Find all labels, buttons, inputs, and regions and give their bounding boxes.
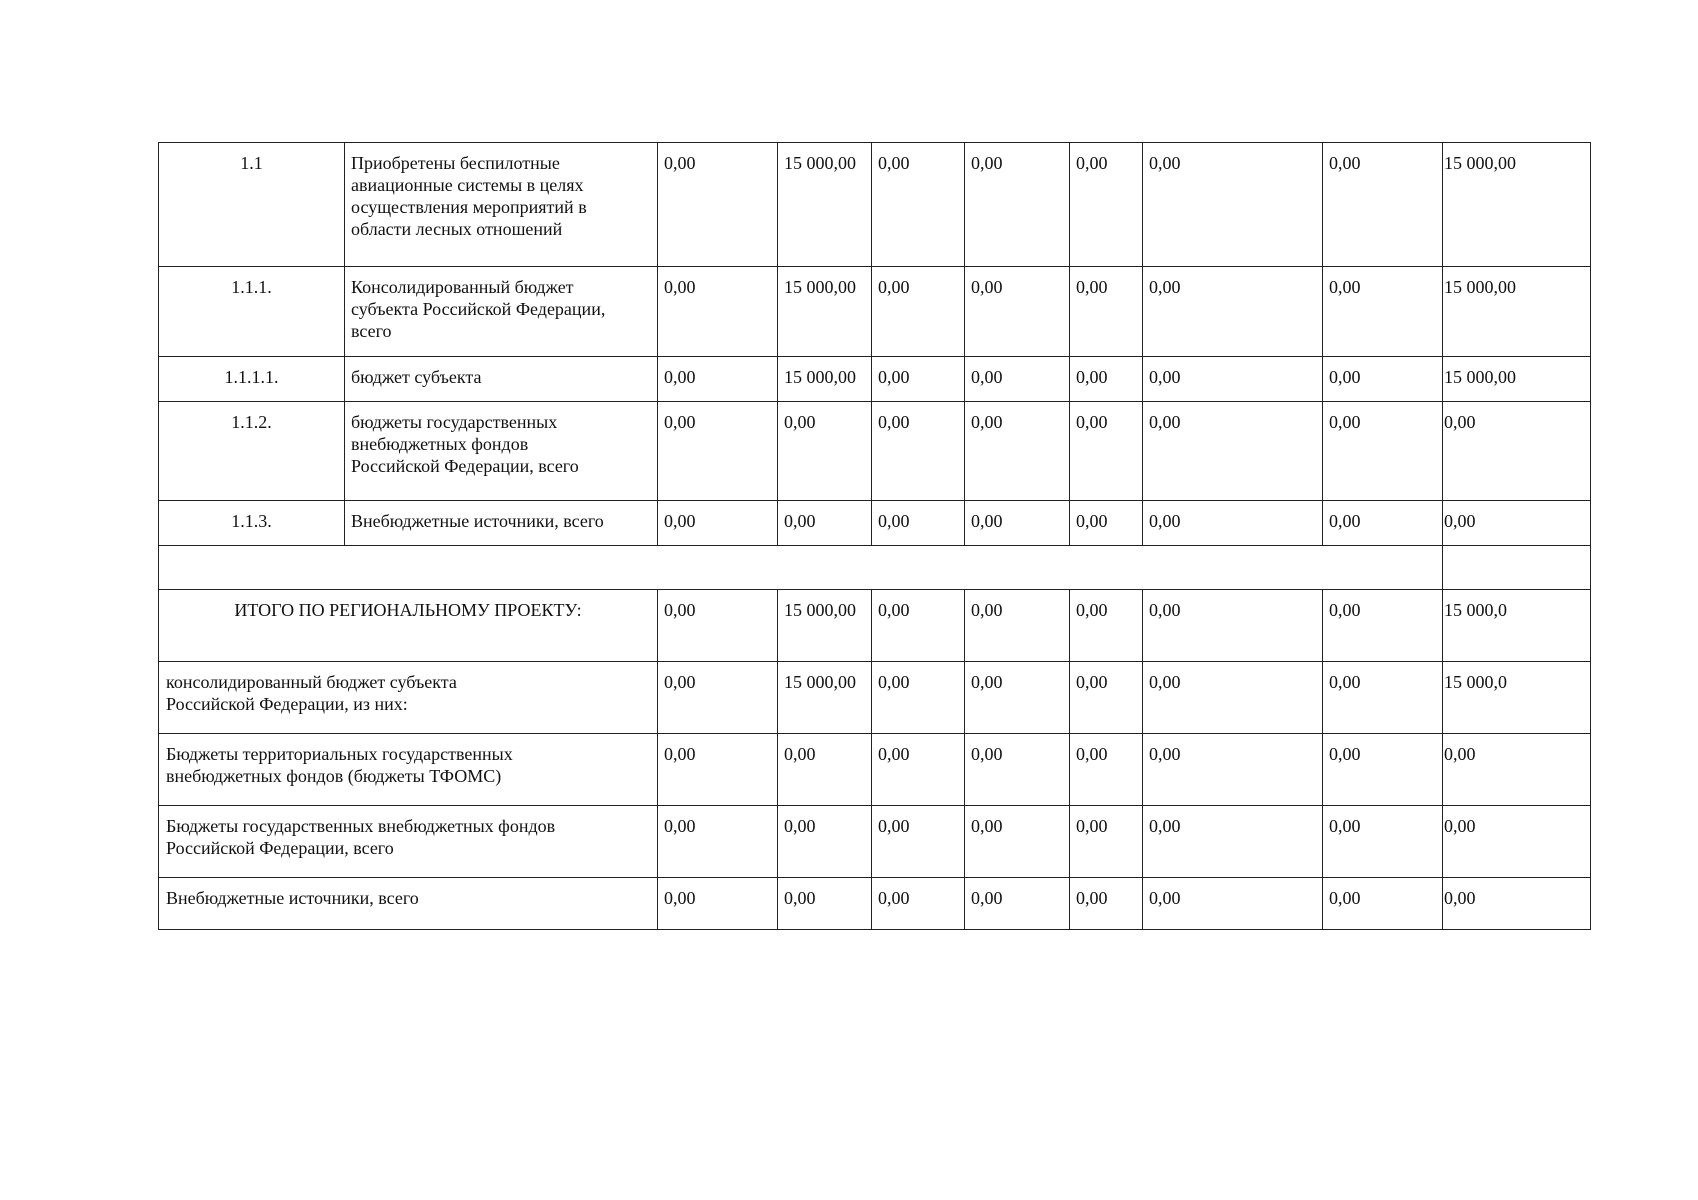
row-name [345,357,658,402]
row-name-line: Консолидированный бюджет [351,277,574,297]
value-cell: 0,00 [1143,402,1323,501]
summary-row [159,878,1591,930]
summary-label-line: консолидированный бюджет субъекта [166,672,457,692]
value-cell: 0,00 [872,590,965,662]
blank-cell [159,546,1443,590]
row-name-line: авиационные системы в целях [351,175,584,195]
value-cell: 0,00 [1143,143,1323,267]
summary-label [159,806,658,878]
value-cell: 0,00 [1143,501,1323,546]
value-cell: 0,00 [1443,734,1591,806]
value-cell: 15 000,00 [778,143,872,267]
value-cell: 0,00 [872,143,965,267]
value-cell: 0,00 [1070,734,1143,806]
value-cell: 0,00 [872,501,965,546]
value-cell: 0,00 [1323,806,1443,878]
summary-row [159,806,1591,878]
value-cell: 0,00 [658,357,778,402]
value-cell: 0,00 [965,267,1070,357]
value-cell: 15 000,00 [1443,357,1591,402]
row-code: 1.1.1. [159,267,345,357]
value-cell: 0,00 [965,878,1070,930]
value-cell: 0,00 [658,878,778,930]
value-cell: 0,00 [778,402,872,501]
table-body [159,143,1591,930]
summary-label [159,734,658,806]
table-row [159,357,1591,402]
summary-row [159,734,1591,806]
value-cell: 0,00 [1323,402,1443,501]
value-cell: 0,00 [658,402,778,501]
value-cell: 0,00 [965,402,1070,501]
summary-label-line: Бюджеты государственных внебюджетных фондов [166,816,556,836]
value-cell: 0,00 [1143,662,1323,734]
value-cell: 0,00 [965,734,1070,806]
value-cell: 0,00 [1443,806,1591,878]
row-name-line: бюджеты государственных [351,412,558,432]
value-cell: 0,00 [1143,267,1323,357]
value-cell: 0,00 [1443,501,1591,546]
value-cell: 0,00 [658,806,778,878]
row-name-line: Российской Федерации, всего [351,456,579,476]
row-code: 1.1.1.1. [159,357,345,402]
row-code: 1.1.2. [159,402,345,501]
table-row [159,267,1591,357]
row-name-line: области лесных отношений [351,219,563,239]
value-cell: 0,00 [965,590,1070,662]
row-name-line: Внебюджетные источники, всего [351,511,604,531]
row-name [345,501,658,546]
value-cell: 0,00 [658,501,778,546]
value-cell: 0,00 [658,734,778,806]
row-name-line: бюджет субъекта [351,367,482,387]
value-cell: 0,00 [1070,357,1143,402]
value-cell: 0,00 [778,878,872,930]
value-cell: 0,00 [872,402,965,501]
blank-row [159,546,1591,590]
summary-label-line: Внебюджетные источники, всего [166,888,419,908]
table-row [159,402,1591,501]
value-cell: 0,00 [1443,402,1591,501]
summary-label-line: Российской Федерации, всего [166,838,394,858]
value-cell: 0,00 [872,357,965,402]
value-cell: 0,00 [1070,806,1143,878]
value-cell: 15 000,00 [1443,143,1591,267]
row-name-line: Приобретены беспилотные [351,153,560,173]
value-cell: 0,00 [965,501,1070,546]
summary-row [159,662,1591,734]
summary-label [159,662,658,734]
table-row [159,501,1591,546]
value-cell: 0,00 [1070,267,1143,357]
total-label: ИТОГО ПО РЕГИОНАЛЬНОМУ ПРОЕКТУ: [159,590,658,662]
row-code: 1.1 [159,143,345,267]
value-cell: 0,00 [965,143,1070,267]
value-cell: 0,00 [1323,267,1443,357]
value-cell: 0,00 [1323,590,1443,662]
value-cell: 15 000,00 [778,590,872,662]
value-cell: 0,00 [965,357,1070,402]
budget-table [158,142,1591,930]
summary-label-line: Бюджеты территориальных государственных [166,744,513,764]
value-cell: 15 000,00 [778,267,872,357]
row-name [345,402,658,501]
value-cell: 0,00 [1443,878,1591,930]
value-cell: 0,00 [1323,734,1443,806]
value-cell: 0,00 [965,806,1070,878]
row-name [345,267,658,357]
value-cell: 0,00 [658,143,778,267]
summary-label-line: Российской Федерации, из них: [166,694,408,714]
row-name [345,143,658,267]
value-cell: 0,00 [658,590,778,662]
value-cell: 0,00 [872,878,965,930]
value-cell: 0,00 [872,806,965,878]
value-cell: 0,00 [872,267,965,357]
value-cell: 0,00 [658,267,778,357]
value-cell: 0,00 [965,662,1070,734]
row-name-line: субъекта Российской Федерации, [351,299,606,319]
value-cell: 0,00 [658,662,778,734]
value-cell: 15 000,00 [778,357,872,402]
value-cell: 0,00 [1323,878,1443,930]
row-name-line: внебюджетных фондов [351,434,529,454]
value-cell: 0,00 [1143,357,1323,402]
value-cell: 0,00 [1323,501,1443,546]
value-cell: 0,00 [1143,878,1323,930]
value-cell: 15 000,0 [1443,590,1591,662]
value-cell: 0,00 [1070,878,1143,930]
value-cell: 0,00 [1070,501,1143,546]
value-cell: 0,00 [1143,734,1323,806]
value-cell: 0,00 [1323,662,1443,734]
value-cell: 0,00 [778,734,872,806]
row-name-line: осуществления мероприятий в [351,197,587,217]
value-cell: 0,00 [778,501,872,546]
total-row [159,590,1591,662]
value-cell: 0,00 [872,734,965,806]
table-row [159,143,1591,267]
summary-label-line: внебюджетных фондов (бюджеты ТФОМС) [166,766,502,786]
value-cell: 0,00 [1143,590,1323,662]
value-cell: 0,00 [778,806,872,878]
value-cell: 15 000,0 [1443,662,1591,734]
value-cell: 0,00 [872,662,965,734]
row-name-line: всего [351,321,392,341]
value-cell: 0,00 [1143,806,1323,878]
value-cell: 15 000,00 [778,662,872,734]
blank-cell [1443,546,1591,590]
row-code: 1.1.3. [159,501,345,546]
summary-label [159,878,658,930]
value-cell: 0,00 [1070,402,1143,501]
value-cell: 0,00 [1323,357,1443,402]
value-cell: 0,00 [1070,143,1143,267]
value-cell: 0,00 [1070,662,1143,734]
value-cell: 0,00 [1070,590,1143,662]
value-cell: 15 000,00 [1443,267,1591,357]
value-cell: 0,00 [1323,143,1443,267]
